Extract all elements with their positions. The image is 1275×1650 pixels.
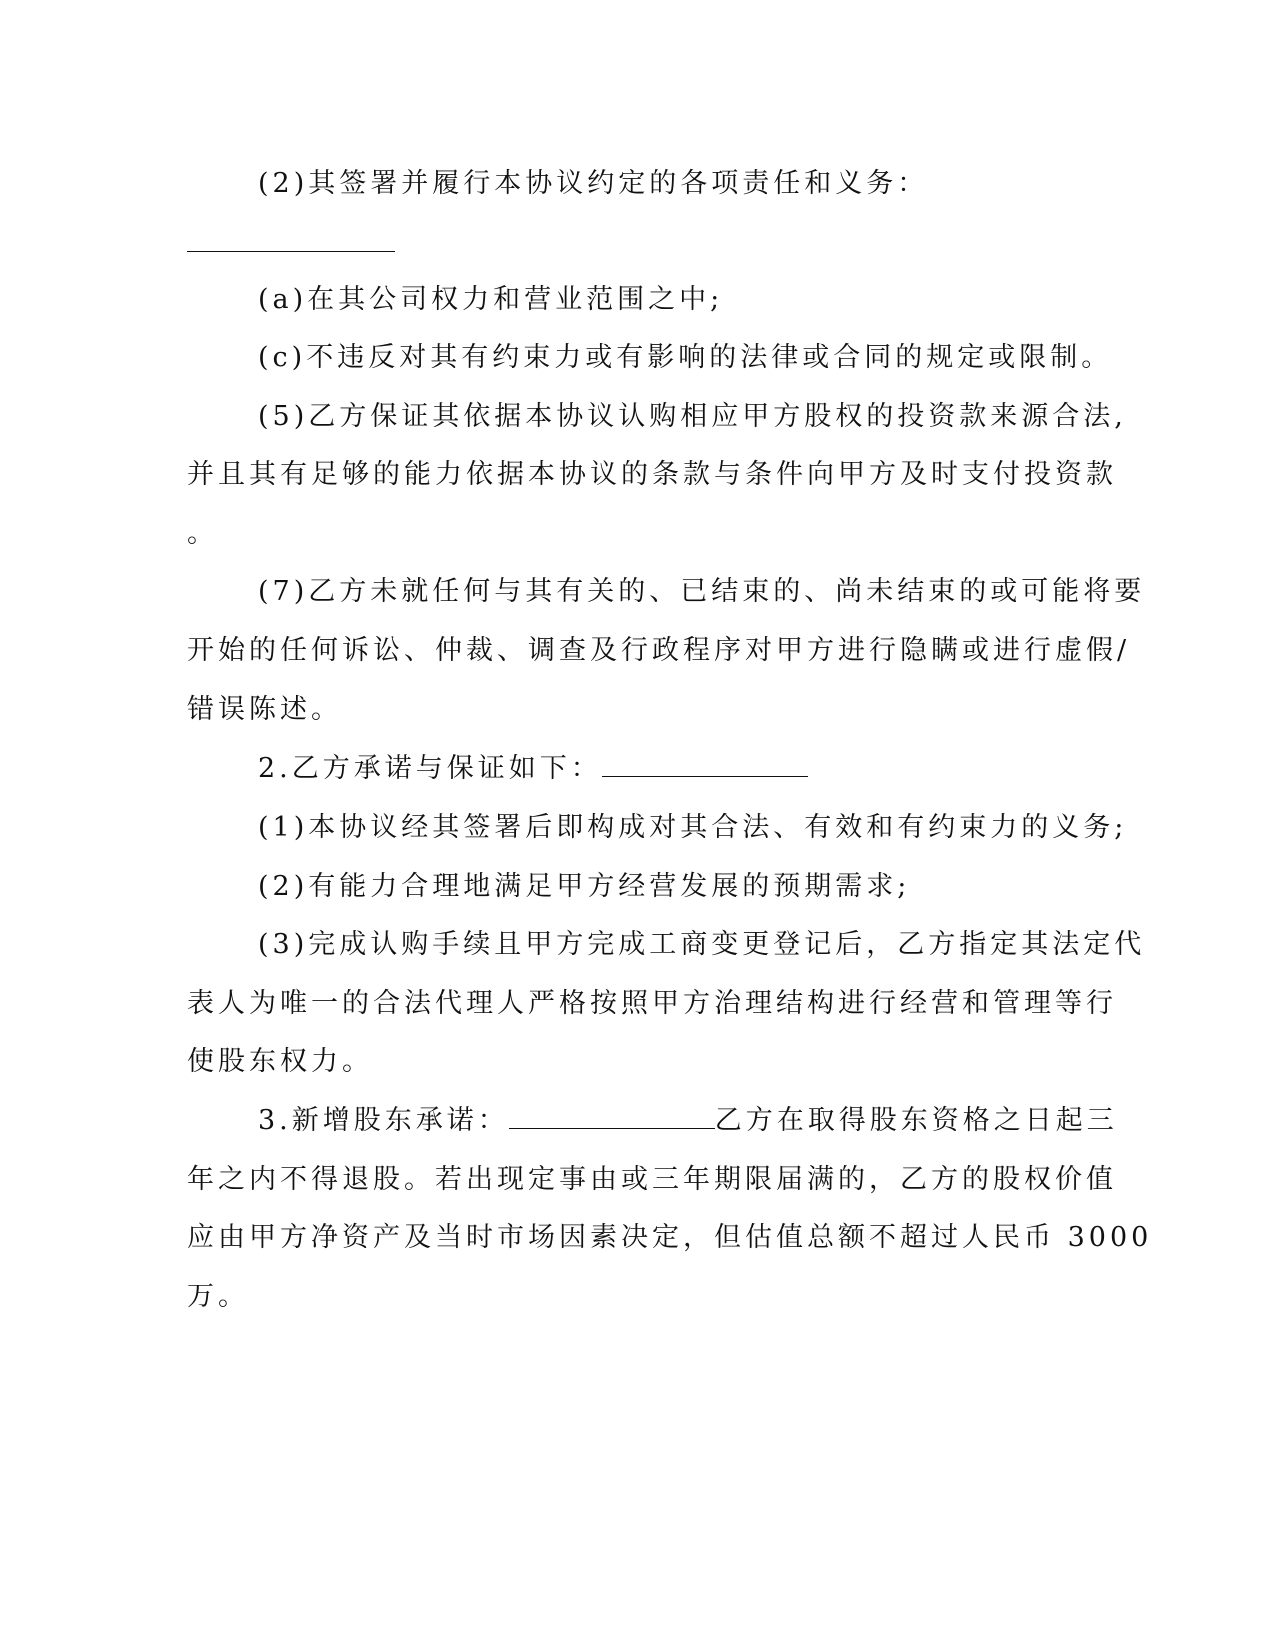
paragraph-7-line-3: 错误陈述。 xyxy=(187,694,342,725)
paragraph-3-line-3: 使股东权力。 xyxy=(187,1046,373,1077)
section-3-line-3: 应由甲方净资产及当时市场因素决定，但估值总额不超过人民币 3000 xyxy=(187,1222,1153,1253)
section-3-line-1-rest: 乙方在取得股东资格之日起三 xyxy=(714,1105,1118,1136)
paragraph-3-line-1: (3)完成认购手续且甲方完成工商变更登记后，乙方指定其法定代 xyxy=(258,929,1146,960)
section-2-heading xyxy=(258,751,808,787)
fill-in-blank xyxy=(509,1106,715,1129)
section-3-heading-text: 3.新增股东承诺： xyxy=(258,1105,509,1136)
paragraph-5-line-2: 并且其有足够的能力依据本协议的条款与条件向甲方及时支付投资款 xyxy=(187,459,1117,490)
paragraph-5-line-3: 。 xyxy=(187,518,218,549)
fill-in-blank xyxy=(187,229,395,252)
paragraph-5-line-1: (5)乙方保证其依据本协议认购相应甲方股权的投资款来源合法, xyxy=(258,401,1127,432)
section-3-line-2: 年之内不得退股。若出现定事由或三年期限届满的，乙方的股权价值 xyxy=(187,1164,1117,1195)
paragraph-1-obligation: (1)本协议经其签署后即构成对其合法、有效和有约束力的义务; xyxy=(258,812,1128,843)
section-3-line-4: 万。 xyxy=(187,1281,249,1312)
section-2-heading-text: 2.乙方承诺与保证如下： xyxy=(258,753,602,784)
paragraph-c-no-violation: (c)不违反对其有约束力或有影响的法律或合同的规定或限制。 xyxy=(258,342,1113,373)
paragraph-2-sign-perform: (2)其签署并履行本协议约定的各项责任和义务： xyxy=(258,168,929,199)
paragraph-3-line-2: 表人为唯一的合法代理人严格按照甲方治理结构进行经营和管理等行 xyxy=(187,988,1117,1019)
paragraph-7-line-1: (7)乙方未就任何与其有关的、已结束的、尚未结束的或可能将要 xyxy=(258,576,1146,607)
blank-line-1 xyxy=(187,226,395,262)
fill-in-blank xyxy=(602,754,808,777)
section-3-line-1 xyxy=(258,1103,1118,1139)
paragraph-2-capability: (2)有能力合理地满足甲方经营发展的预期需求; xyxy=(258,871,911,902)
paragraph-a-scope: (a)在其公司权力和营业范围之中; xyxy=(258,284,724,315)
paragraph-7-line-2: 开始的任何诉讼、仲裁、调查及行政程序对甲方进行隐瞒或进行虚假/ xyxy=(187,635,1131,666)
